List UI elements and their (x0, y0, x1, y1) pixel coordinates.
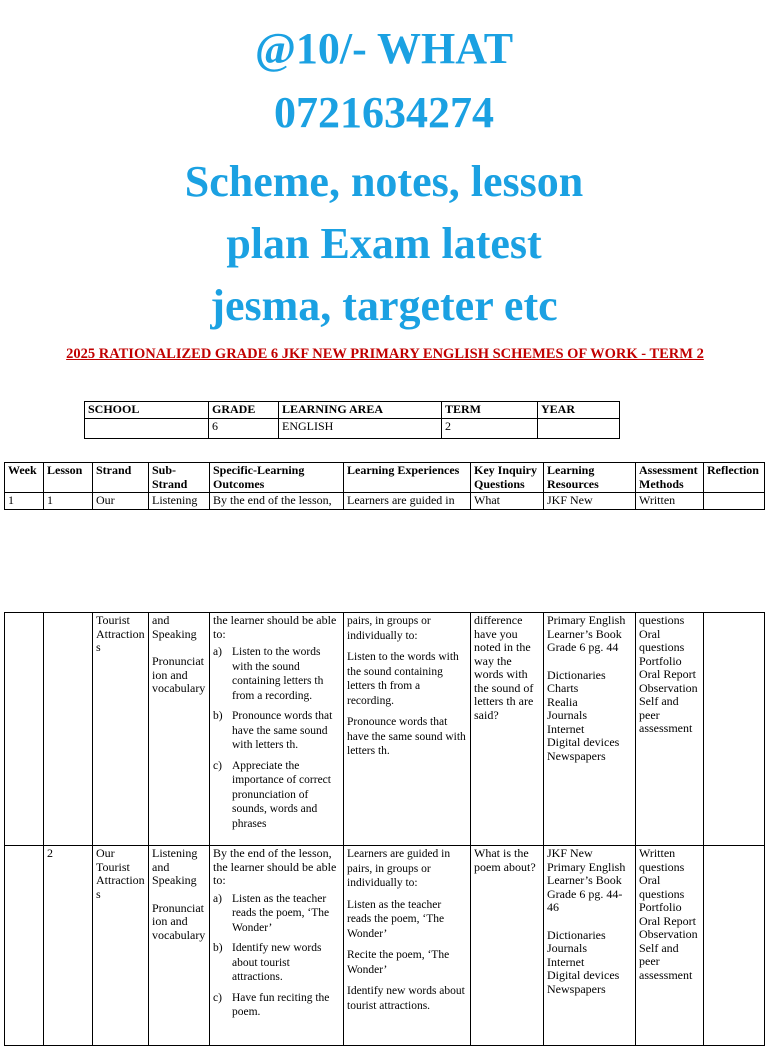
cell-outcomes: By the end of the lesson, (210, 493, 344, 510)
banner-line-3: Scheme, notes, lesson (184, 157, 584, 206)
outcome-intro: By the end of the lesson, the learner should be able to: (213, 846, 337, 887)
list-item: c) Appreciate the importance of correct pronunciation of sounds, words and phrases (213, 759, 331, 830)
sub-strand-text: Listening and Speaking (152, 846, 198, 887)
cell-lesson: 2 (44, 846, 93, 1046)
list-item: c) Have fun reciting the poem. (213, 991, 330, 1018)
cell-outcomes (210, 846, 344, 1046)
header-inquiry: Key Inquiry Questions (471, 463, 544, 493)
cell-resources (544, 846, 636, 1046)
list-item: b) Identify new words about tourist attractions. (213, 942, 322, 983)
info-value-learning-area: ENGLISH (279, 418, 442, 438)
outcome-intro: the learner should be able to: (213, 613, 337, 641)
header-experiences: Learning Experiences (344, 463, 471, 493)
list-item: a) Listen to the words with the sound containing letters th from a recording. (213, 646, 324, 702)
cell-lesson: 1 (44, 493, 93, 510)
resources-list: Dictionaries Charts Realia Journals Internet Digital devices Newspapers (547, 667, 620, 763)
table-row (5, 613, 765, 846)
table-row (5, 493, 765, 510)
banner-line-4: plan Exam latest (226, 219, 542, 268)
experience-text: Pronounce words that have the same sound with letters th. (347, 716, 466, 757)
info-header-grade: GRADE (209, 402, 279, 419)
cell-resources (544, 613, 636, 846)
cell-experiences: Learners are guided in (344, 493, 471, 510)
resources-list: Dictionaries Journals Internet Digital devices Newspapers (547, 927, 620, 996)
header-outcomes: Specific-Learning Outcomes (210, 463, 344, 493)
cell-sub-strand: Listening (149, 493, 210, 510)
header-sub-strand: Sub-Strand (149, 463, 210, 493)
experience-text: Listen as the teacher reads the poem, ‘The Wonder’ (347, 898, 445, 940)
info-header-term: TERM (442, 402, 538, 419)
header-resources: Learning Resources (544, 463, 636, 493)
cell-experiences (344, 846, 471, 1046)
header-lesson: Lesson (44, 463, 93, 493)
cell-resources: JKF New (544, 493, 636, 510)
cell-week (5, 846, 44, 1046)
cell-reflection (704, 493, 765, 510)
resources-text: Primary English Learner’s Book Grade 6 pg. 44 (547, 613, 626, 654)
spacer (547, 655, 632, 669)
cell-assessment: Written (636, 493, 704, 510)
cell-reflection (704, 846, 765, 1046)
header-week: Week (5, 463, 44, 493)
sub-strand-text: Pronunciation and vocabulary (152, 654, 206, 695)
outcome-list (213, 892, 340, 1020)
experience-text: Listen to the words with the sound containing letters th from a recording. (347, 651, 459, 707)
info-value-grade: 6 (209, 418, 279, 438)
spacer (547, 915, 632, 929)
cell-week (5, 613, 44, 846)
header-strand: Strand (93, 463, 149, 493)
cell-inquiry: What (471, 493, 544, 510)
cell-outcomes (210, 613, 344, 846)
cell-week: 1 (5, 493, 44, 510)
info-table (84, 401, 620, 439)
list-item: b) Pronounce words that have the same sound with letters th. (213, 710, 333, 751)
cell-inquiry: difference have you noted in the way the words with the sound of letters th are said? (471, 613, 544, 846)
experience-text: Recite the poem, ‘The Wonder’ (347, 949, 450, 976)
cell-experiences (344, 613, 471, 846)
experience-text: Identify new words about tourist attractions. (347, 985, 465, 1012)
header-assessment: Assessment Methods (636, 463, 704, 493)
cell-inquiry: What is the poem about? (471, 846, 544, 1046)
cell-assessment: questions Oral questions Portfolio Oral Report Observation Self and peer assessment (636, 613, 704, 846)
experience-text: pairs, in groups or individually to: (347, 615, 431, 642)
cell-sub-strand (149, 613, 210, 846)
info-value-school (85, 418, 209, 438)
list-item: a) Listen as the teacher reads the poem, ‘The Wonder’ (213, 892, 330, 934)
info-header-learning-area: LEARNING AREA (279, 402, 442, 419)
resources-text: JKF New Primary English Learner’s Book Grade 6 pg. 44-46 (547, 846, 626, 914)
banner-line-2: 0721634274 (274, 88, 494, 137)
schedule-table-continued (4, 612, 765, 1046)
schedule-table-header (4, 462, 765, 510)
document-title: 2025 RATIONALIZED GRADE 6 JKF NEW PRIMARY ENGLISH SCHEMES OF WORK - TERM 2 (66, 346, 704, 362)
header-reflection: Reflection (704, 463, 765, 493)
info-header-row (85, 402, 620, 419)
cell-lesson (44, 613, 93, 846)
info-header-year: YEAR (538, 402, 620, 419)
sub-strand-text: Pronunciation and vocabulary (152, 900, 206, 942)
cell-strand: Our (93, 493, 149, 510)
sub-strand-text: and Speaking (152, 613, 197, 641)
banner-line-5: jesma, targeter etc (210, 281, 558, 330)
info-value-term: 2 (442, 418, 538, 438)
cell-sub-strand (149, 846, 210, 1046)
spacer (152, 888, 206, 902)
info-value-row (85, 418, 620, 438)
banner-line-1: @10/- WHAT (254, 24, 514, 73)
spacer (152, 641, 206, 655)
cell-reflection (704, 613, 765, 846)
outcome-list (213, 645, 340, 831)
info-value-year (538, 418, 620, 438)
cell-strand: Our Tourist Attractions (93, 846, 149, 1046)
experience-text: Learners are guided in pairs, in groups or individually to: (347, 848, 451, 889)
table-row (5, 846, 765, 1046)
cell-assessment: Written questions Oral questions Portfolio Oral Report Observation Self and peer assessment (636, 846, 704, 1046)
schedule-header-row (5, 463, 765, 493)
cell-strand: Tourist Attractions (93, 613, 149, 846)
info-header-school: SCHOOL (85, 402, 209, 419)
